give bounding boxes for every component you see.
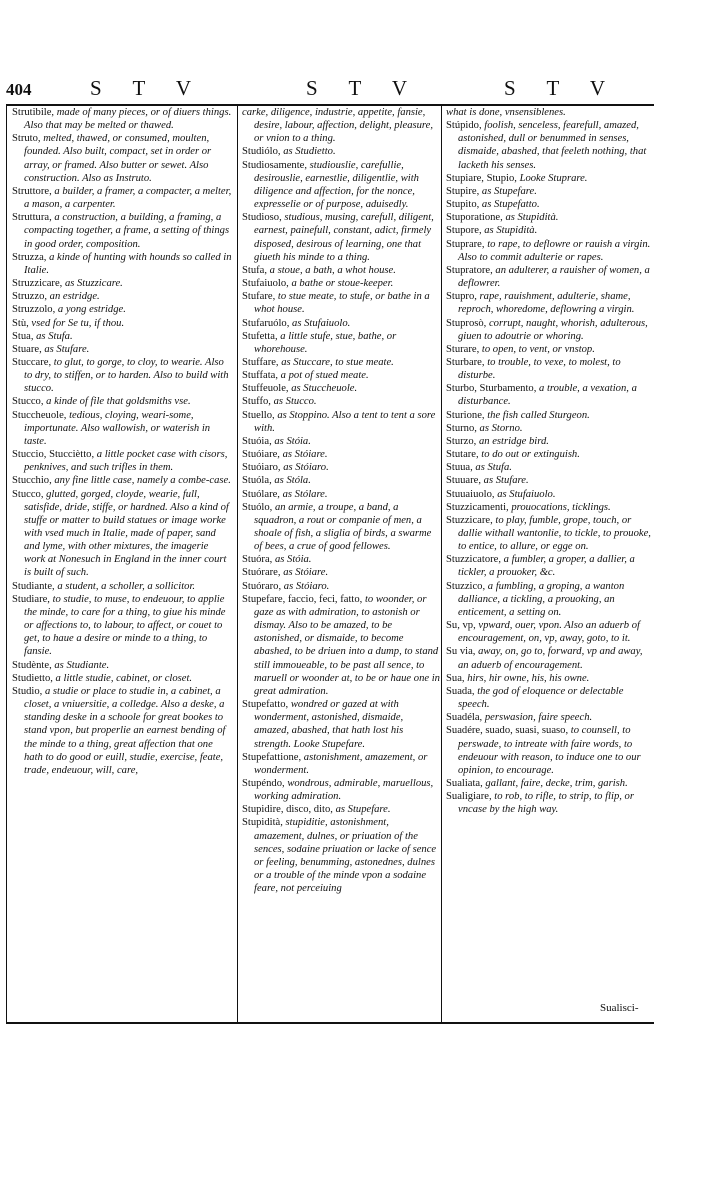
page-number: 404 (6, 80, 32, 99)
definition: hirs, hir owne, his, his owne. (464, 672, 590, 684)
headword: Stuprare, (446, 238, 485, 250)
definition: wondrous, admirable, maruellous, working admiration. (254, 777, 434, 803)
dictionary-entry (446, 461, 652, 474)
definition: rape, rauishment, adulterie, shame, reproch, whoredome, deflowring a virgin. (458, 291, 635, 316)
definition: as Stufare. (481, 475, 529, 487)
definition: astonishment, amazement, or wonderment. (254, 751, 428, 776)
definition: as Stupefare. (332, 804, 391, 816)
dictionary-entry (446, 317, 652, 343)
headword: Stupire, (446, 185, 480, 197)
headword: Struzza, (12, 251, 47, 263)
definition: any fine little case, namely a combe-case. (51, 475, 231, 487)
dictionary-entry (242, 474, 440, 487)
definition: to glut, to gorge, to cloy, to wearie. Also to dry, to stiffen, or to harden. Also to build with stucco. (24, 356, 229, 395)
dictionary-entry (12, 356, 232, 395)
running-head-left: S T V (90, 76, 205, 100)
definition: as Stufaiuolo. (289, 317, 351, 329)
headword: Stupro, (446, 291, 477, 303)
headword: Stupefattione, (242, 751, 302, 763)
dictionary-entry (446, 448, 652, 461)
dictionary-entry (446, 553, 652, 579)
definition: a little stufe, stue, bathe, or whorehouse. (254, 330, 397, 355)
dictionary-entry (242, 330, 440, 356)
headword: Stuóla, (242, 475, 272, 487)
dictionary-entry (446, 474, 652, 487)
headword: Stuóiare, (242, 449, 280, 461)
headword: Stuffata, (242, 370, 278, 382)
headword: Su via, (446, 646, 476, 658)
headword: Studènte, (12, 659, 52, 671)
headword: Stuzzico, (446, 580, 486, 592)
bottom-rule (6, 1022, 654, 1024)
dictionary-entry (446, 238, 652, 264)
definition: as Stuccheuole. (288, 383, 358, 395)
dictionary-entry (12, 488, 232, 580)
definition: a little pocket case with cisors, penknives, and such trifles in them. (24, 449, 228, 474)
dictionary-entry (242, 803, 440, 816)
dictionary-entry (12, 251, 232, 277)
definition: as Stupefare. (479, 185, 537, 197)
headword: Struzzo, (12, 291, 48, 303)
definition: as Stupidità. (481, 225, 538, 237)
headword: Sturbare, (446, 356, 485, 368)
definition: what is done, vnsensiblenes. (446, 107, 566, 118)
headword: Stucco, (12, 488, 44, 500)
dictionary-entry (12, 685, 232, 777)
headword: Suada, (446, 685, 475, 697)
headword: Stufetta, (242, 330, 278, 342)
definition: as Stufare. (41, 343, 90, 355)
dictionary-entry (12, 448, 232, 474)
definition: gallant, faire, decke, trim, garish. (482, 777, 628, 789)
headword: Stuzzicatore, (446, 554, 502, 566)
headword: Studiante, (12, 580, 55, 592)
definition: a trouble, a vexation, a disturbance. (458, 383, 637, 408)
headword: Stupidire, disco, dito, (242, 804, 333, 816)
headword: Suadére, suado, suasi, suaso, (446, 725, 569, 737)
headword: Studio, (12, 685, 43, 697)
headword: Stucchio, (12, 475, 52, 487)
headword: Struto (12, 133, 38, 145)
dictionary-entry (12, 395, 232, 408)
definition: a construction, a building, a framing, a compacting together, a frame, a setting of things in good order, composition. (24, 212, 230, 250)
headword: Stutare, (446, 449, 479, 461)
definition: made of many pieces, or of diuers things. Also that may be melted or thawed. (24, 107, 232, 132)
definition: away, on, go to, forward, vp and away, an aduerb of encouragement. (458, 646, 643, 671)
dictionary-entry (446, 488, 652, 501)
definition: tedious, cloying, weari-some, importunate. Also wallowish, or waterish in taste. (24, 409, 211, 447)
dictionary-entry (446, 645, 652, 671)
definition: to open, to vent, or vnstop. (479, 343, 595, 355)
running-head-center: S T V (306, 76, 421, 100)
headword: Stucco, (12, 396, 44, 408)
headword: Sualiata, (446, 777, 483, 789)
definition: a pot of stued meate. (278, 370, 369, 382)
headword: Stù, (12, 317, 29, 329)
definition: as Stóia. (272, 554, 312, 566)
definition: vsed for Se tu, if thou. (28, 317, 125, 329)
definition: to rob, to rifle, to strip, to flip, or vncase by the high way. (458, 791, 634, 816)
definition: foolish, senceless, fearefull, amazed, astonished, dull or benummed in senses, dismaide, abashed, that feeleth nothing, that lacketh his senses. (458, 120, 647, 171)
definition: as Storno. (476, 422, 523, 434)
definition: studious, musing, carefull, diligent, earnest, painefull, constant, adict, firmely disposed, desirous of learning, one that giueth his minde to a thing. (254, 212, 434, 263)
headword: Stuóia, (242, 435, 272, 447)
dictionary-entry (446, 224, 652, 237)
headword: Sturione, (446, 409, 485, 421)
headword: Struzzolo, (12, 304, 56, 316)
headword: Stupratore, (446, 264, 493, 276)
definition: wondred or gazed at with wonderment, astonished, dismaide, amazed, abashed, that hath lost his strength. Looke Stupefare. (254, 699, 404, 750)
dictionary-entry (242, 409, 440, 435)
definition: an adulterer, a rauisher of women, a deflowrer. (458, 264, 650, 290)
definition: a fumbling, a groping, a wanton dalliance, a tickling, a prouoking, an enticement, a setting on. (458, 580, 625, 618)
dictionary-entry (446, 435, 652, 448)
running-header (6, 74, 656, 104)
headword: Sua, (446, 672, 465, 684)
definition: to woonder, or gaze as with admiration, to astonish or dismay. Also to be amazed, to be astonished, or dismaide, to become abashed, to be driuen into a dump, to stand still immoueable, to be past all sence, to maruell or woonder at, to be or haue one in great admiration. (254, 593, 440, 697)
definition: as Stóiaro. (281, 580, 330, 592)
definition: to stue meate, to stufe, or bathe in a whot house. (254, 291, 430, 316)
definition: to rape, to deflowre or rauish a virgin. Also to commit adulterie or rapes. (458, 238, 651, 263)
headword: Stuóraro, (242, 580, 282, 592)
dictionary-entry (446, 356, 652, 382)
column-rule-2 (441, 104, 442, 1022)
dictionary-entry (446, 711, 652, 724)
headword: Sualigiare, (446, 791, 492, 803)
headword: Stuzzicare, (446, 514, 493, 526)
definition: a stoue, a bath, a whot house. (267, 264, 396, 276)
definition: , melted, thawed, or consumed, moulten, founded. Also built, compact, set in order or array, or framed. Also butter or sewet. Also construction. Also as Instruto. (24, 133, 212, 184)
headword: Studiólo, (242, 146, 281, 158)
dictionary-entry (446, 119, 652, 172)
definition: as Stufa. (472, 462, 512, 474)
headword: Suadéla, (446, 712, 483, 724)
definition: Looke Stuprare. (516, 172, 588, 184)
definition: as Stóiare. (279, 449, 328, 461)
headword: Stuporatione, (446, 212, 503, 224)
definition: as Studietto. (280, 146, 336, 158)
dictionary-entry (242, 159, 440, 212)
dictionary-entry (12, 593, 232, 659)
headword: Stuzzicamenti, (446, 501, 509, 513)
definition: as Studiante. (51, 659, 110, 671)
headword: Stuare, (12, 343, 42, 355)
headword: Stupefatto, (242, 699, 289, 711)
definition: studiouslie, carefullie, desirouslie, earnestlie, diligentlie, with diligence and affection, for the nonce, expresselie or of purpose, aduisedly. (254, 159, 419, 211)
definition: to play, fumble, grope, touch, or dallie withall wantonlie, to tickle, to prouoke, to entice, to allure, or egge on. (458, 514, 651, 553)
headword: Stufa, (242, 264, 268, 276)
dictionary-entry (446, 619, 652, 645)
definition: to counsell, to perswade, to intreate with faire words, to endeuour with reason, to induce one to our opinion, to encourage. (458, 725, 641, 776)
headword: Strutibile, (12, 107, 55, 118)
definition: a bathe or stoue-keeper. (288, 278, 394, 290)
dictionary-entry (12, 106, 232, 132)
definition: as Stóiare. (280, 567, 329, 579)
definition: an armie, a troupe, a band, a squadron, a rout or companie of men, a shoale of fish, a sliglia of birds, a swarme of bees, a crue of good fellowes. (254, 501, 432, 553)
headword: Stuuare, (446, 475, 482, 487)
dictionary-entry (242, 435, 440, 448)
definition: as Stucco. (270, 396, 317, 408)
headword: Stuprosò, (446, 317, 487, 329)
dictionary-entry (446, 382, 652, 408)
column-right (446, 106, 652, 1018)
headword: Stufaruólo, (242, 317, 290, 329)
headword: Sturare, (446, 343, 480, 355)
dictionary-entry (242, 488, 440, 501)
dictionary-entry (446, 172, 652, 185)
dictionary-entry (242, 395, 440, 408)
dictionary-entry (446, 580, 652, 619)
definition: as Stufaiuolo. (494, 488, 556, 500)
headword: Su, vp, (446, 620, 476, 632)
headword: Stuccheuole, (12, 409, 67, 421)
dictionary-entry (242, 369, 440, 382)
dictionary-entry (12, 343, 232, 356)
dictionary-entry (242, 448, 440, 461)
dictionary-entry (242, 145, 440, 158)
dictionary-entry (242, 501, 440, 554)
definition: corrupt, naught, whorish, adulterous, giuen to adoutrie or whoring. (458, 317, 648, 342)
headword: Stuua, (446, 462, 473, 474)
dictionary-entry (12, 580, 232, 593)
headword: Stuffeuole, (242, 383, 289, 395)
definition: to do out or extinguish. (478, 449, 580, 461)
definition: an estridge bird. (476, 435, 549, 447)
definition: perswasion, faire speech. (482, 712, 593, 724)
headword: Stupito, (446, 199, 480, 211)
definition: as Stupidità. (502, 212, 559, 224)
headword: Stupiare, Stupio, (446, 172, 517, 184)
dictionary-entry (446, 106, 652, 119)
dictionary-entry (446, 343, 652, 356)
headword: Sturbo, Sturbamento, (446, 383, 537, 395)
dictionary-entry (12, 672, 232, 685)
headword: Studiare, (12, 593, 50, 605)
headword: Stuóiaro, (242, 462, 281, 474)
definition: a fumbler, a groper, a dallier, a tickler, a prouoker, &c. (458, 554, 635, 579)
headword: Stuólare, (242, 488, 280, 500)
dictionary-entry (12, 659, 232, 672)
definition: a kinde of file that goldsmiths vse. (43, 396, 191, 408)
definition: as Stuccare, to stue meate. (278, 356, 394, 368)
dictionary-entry (12, 330, 232, 343)
headword: Stupefare, faccio, feci, fatto, (242, 593, 363, 605)
headword: Struttore, (12, 185, 52, 197)
left-rule (6, 104, 7, 1022)
dictionary-entry (446, 422, 652, 435)
definition: the god of eloquence or delectable speech. (458, 685, 624, 711)
dictionary-entry (12, 409, 232, 448)
dictionary-entry (242, 461, 440, 474)
headword: Studietto, (12, 672, 53, 684)
definition: as Stufa. (33, 330, 73, 342)
definition: as Stóia. (271, 435, 311, 447)
dictionary-entry (446, 409, 652, 422)
definition: stupiditie, astonishment, amazement, dulnes, or priuation of the sences, sodaine priuation or lacke of sence or feeling, benumming, astonednes, dulnes or a trouble of the minde vpon a sodaine feare, not perceiuing (254, 817, 437, 895)
definition: as Stóiaro. (280, 462, 329, 474)
headword: Stufaiuolo, (242, 278, 289, 290)
dictionary-entry (242, 356, 440, 369)
dictionary-entry (12, 303, 232, 316)
dictionary-entry (446, 198, 652, 211)
definition: to studie, to muse, to endeuour, to applie the minde, to care for a thing, to giue his minde or affections to, to labour, to affect, or couet to get, to haue a desire or minde to a thing, to fansie. (24, 593, 226, 658)
headword: Stua, (12, 330, 34, 342)
definition: a yong estridge. (55, 304, 126, 316)
dictionary-entry (242, 698, 440, 751)
definition: a little studie, cabinet, or closet. (52, 672, 193, 684)
definition: to trouble, to vexe, to molest, to disturbe. (458, 356, 621, 382)
dictionary-entry (242, 553, 440, 566)
dictionary-entry (242, 106, 440, 145)
headword: Stuuaiuolo, (446, 488, 495, 500)
dictionary-entry (446, 672, 652, 685)
definition: as Stólare. (279, 488, 328, 500)
dictionary-entry (242, 382, 440, 395)
definition: prouocations, ticklings. (508, 501, 611, 513)
definition: as Stupefatto. (479, 199, 540, 211)
dictionary-entry (12, 185, 232, 211)
dictionary-entry (242, 264, 440, 277)
dictionary-entry (446, 514, 652, 553)
headword: Stúpido, (446, 120, 482, 132)
definition: a builder, a framer, a compacter, a melter, a mason, a carpenter. (24, 185, 232, 211)
definition: an estridge. (47, 291, 100, 303)
definition: as Stoppino. Also a tent to tent a sore with. (254, 409, 436, 434)
dictionary-entry (446, 264, 652, 290)
dictionary-entry (12, 132, 232, 185)
headword: Stuórare, (242, 567, 281, 579)
column-rule-1 (237, 104, 238, 1022)
headword: Stuccio, Stucciètto, (12, 449, 95, 461)
headword: Stuello, (242, 409, 275, 421)
definition: the fish called Sturgeon. (484, 409, 590, 421)
headword: Stupidità, (242, 817, 283, 829)
dictionary-entry (446, 211, 652, 224)
column-middle (242, 106, 440, 1018)
definition: vpward, ouer, vpon. Also an aduerb of encouragement, on, vp, away, goto, to it. (458, 620, 640, 645)
headword: Sturzo, (446, 435, 477, 447)
headword: Stufare, (242, 291, 276, 303)
dictionary-entry (446, 290, 652, 316)
headword: Stuólo, (242, 501, 273, 513)
dictionary-entry (12, 211, 232, 250)
headword: Stupéndo, (242, 777, 285, 789)
dictionary-entry (242, 751, 440, 777)
headword: Struzzicare, (12, 278, 63, 290)
catchword: Sualisci- (600, 1002, 639, 1014)
dictionary-entry (446, 501, 652, 514)
dictionary-entry (446, 685, 652, 711)
dictionary-entry (12, 277, 232, 290)
dictionary-entry (242, 290, 440, 316)
headword: Stuóra, (242, 554, 273, 566)
headword: Studioso, (242, 212, 282, 224)
dictionary-entry (446, 185, 652, 198)
definition: glutted, gorged, cloyde, wearie, full, satisfide, dride, stiffe, or hardned. Also a kind of stuffe or matter to build statues or image worke with vsed much in Italie, made of paper, sand and lyme, with other mixtures, the imagerie work at Nonesuch in England in the inner court is built of such. (24, 488, 229, 579)
dictionary-entry (242, 816, 440, 895)
headword: Sturno, (446, 422, 477, 434)
dictionary-entry (242, 777, 440, 803)
headword: Stuffo, (242, 396, 271, 408)
headword: Studiosamente, (242, 159, 308, 171)
dictionary-entry (12, 317, 232, 330)
headword: Stupore, (446, 225, 482, 237)
definition: a student, a scholler, a sollicitor. (54, 580, 196, 592)
dictionary-entry (242, 593, 440, 698)
dictionary-entry (242, 211, 440, 264)
dictionary-entry (242, 317, 440, 330)
headword: Struttura, (12, 212, 52, 224)
definition: a kinde of hunting with hounds so called in Italie. (24, 251, 232, 276)
headword: Stuffare, (242, 356, 279, 368)
dictionary-entry (242, 566, 440, 579)
column-left (12, 106, 232, 1018)
headword: Stuccare, (12, 356, 52, 368)
definition: as Stuzzicare. (62, 278, 123, 290)
dictionary-entry (242, 277, 440, 290)
dictionary-entry (12, 290, 232, 303)
dictionary-entry (446, 790, 652, 816)
dictionary-entry (446, 777, 652, 790)
definition: as Stóla. (271, 475, 311, 487)
definition: a studie or place to studie in, a cabinet, a closet, a vniuersitie, a colledge. Also a deske, a standing deske in a schoole for great bookes to stand vpon, but properlie an earnest bending of the minde to a thing, great affection that one hath to do good or euill, studie, exercise, feate, trade, endeuour, will, care, (24, 685, 226, 776)
running-head-right: S T V (504, 76, 619, 100)
dictionary-entry (446, 724, 652, 777)
dictionary-entry (242, 580, 440, 593)
definition: carke, diligence, industrie, appetite, fansie, desire, labour, affection, delight, pleasure, or vnion to a thing. (242, 107, 433, 145)
dictionary-entry (12, 474, 232, 487)
